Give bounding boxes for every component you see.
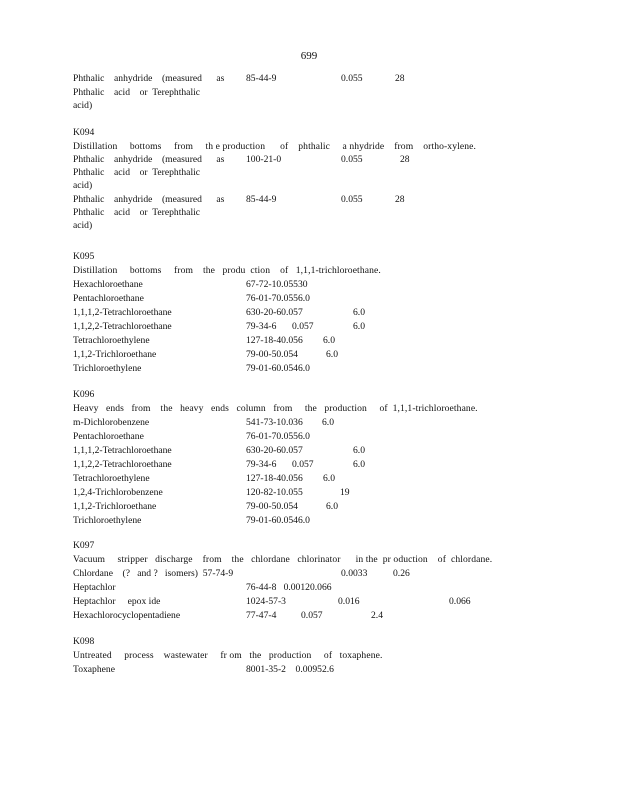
cas-number: 127-18-40.056 <box>246 473 303 484</box>
waste-code: K097 <box>73 540 95 551</box>
constituent-name: Hexachlorocyclopentadiene <box>73 610 181 621</box>
section-k097 <box>73 540 543 624</box>
constituent-name: Phthalic anhydride (measured as <box>73 154 225 165</box>
value-nonwastewater: 19 <box>340 487 350 498</box>
constituent-name: Phthalic anhydride (measured as <box>73 73 225 84</box>
constituent-name: Toxaphene <box>73 664 115 675</box>
value-wastewater: 0.055 <box>341 154 363 165</box>
constituent-name: 1,1,1,2-Tetrachloroethane <box>73 307 172 318</box>
cas-number: 100-21-0 <box>246 154 282 165</box>
constituent-name: Pentachloroethane <box>73 431 144 442</box>
value-nonwastewater: 6.0 <box>353 321 365 332</box>
value-nonwastewater: 28 <box>400 154 410 165</box>
row-continuation: Phthalic acid or Terephthalic <box>73 87 201 98</box>
table-row <box>73 363 513 377</box>
cas-number: 630-20-60.057 <box>246 307 303 318</box>
table-row <box>73 349 513 363</box>
table-row <box>73 664 513 678</box>
waste-code: K098 <box>73 636 95 647</box>
section-k094: K094 Distillation bottoms from th e production of phthalic a nhydride from ortho-xylene. Phthalic anhydride (measured as 100-21-0 0.055 28 Phthalic acid or Terephthalic acid) Phthalic anhydride (measured as 85-44-9 0.055 28 Phthalic acid or Terephthalic acid) <box>73 127 513 234</box>
table-row <box>73 596 543 610</box>
waste-code: K095 <box>73 251 95 262</box>
value-wastewater: 0.057 <box>292 321 314 332</box>
waste-code: K094 <box>73 127 95 138</box>
cas-number: 79-00-50.054 <box>246 501 298 512</box>
constituent-name: Trichloroethylene <box>73 515 142 526</box>
value-nonwastewater: 6.0 <box>326 501 338 512</box>
table-row <box>73 515 513 529</box>
table-row <box>73 321 513 335</box>
constituent-name: Hexachloroethane <box>73 279 143 290</box>
cas-number: 120-82-10.055 <box>246 487 303 498</box>
constituent-name: 1,2,4-Trichlorobenzene <box>73 487 163 498</box>
constituent-name: Heptachlor epox ide <box>73 596 161 607</box>
cas-number: 79-01-60.0546.0 <box>246 363 310 374</box>
intro-block <box>73 73 513 114</box>
section-k098 <box>73 636 513 678</box>
value-nonwastewater: 6.0 <box>353 307 365 318</box>
cas-number: 85-44-9 <box>246 73 277 84</box>
constituent-name: Pentachloroethane <box>73 293 144 304</box>
constituent-name: Tetrachloroethylene <box>73 473 150 484</box>
table-row <box>73 473 513 487</box>
cas-number: 630-20-60.057 <box>246 445 303 456</box>
table-row <box>73 501 513 515</box>
cas-number: 79-34-6 <box>246 459 277 470</box>
cas-number: 127-18-40.056 <box>246 335 303 346</box>
cas-number: 1024-57-3 <box>246 596 286 607</box>
value-wastewater: 0.055 <box>341 73 363 84</box>
constituent-name: 1,1,1,2-Tetrachloroethane <box>73 445 172 456</box>
constituent-name: 1,1,2,2-Tetrachloroethane <box>73 321 172 332</box>
cas-number: 76-44-8 0.00120.066 <box>246 582 332 593</box>
constituent-name: m-Dichlorobenzene <box>73 417 150 428</box>
cas-number: 541-73-10.036 <box>246 417 303 428</box>
cas-number: 67-72-10.05530 <box>246 279 308 290</box>
waste-description: Distillation bottoms from the produ ction of 1,1,1-trichloroethane. <box>73 265 381 276</box>
value-nonwastewater: 28 <box>395 194 405 205</box>
waste-description: Untreated process wastewater fr om the production of toxaphene. <box>73 650 383 661</box>
value-wastewater: 0.055 <box>341 194 363 205</box>
cas-number: 79-01-60.0546.0 <box>246 515 310 526</box>
waste-description: Heavy ends from the heavy ends column from the production of 1,1,1-trichloroethane. <box>73 403 478 414</box>
value-nonwastewater: 0.26 <box>393 568 410 579</box>
table-row <box>73 194 513 207</box>
value-wastewater: 0.057 <box>301 610 323 621</box>
value-nonwastewater: 6.0 <box>326 349 338 360</box>
value-nonwastewater: 6.0 <box>353 459 365 470</box>
value-nonwastewater: 6.0 <box>323 473 335 484</box>
table-row <box>73 154 513 167</box>
page-number: 699 <box>300 50 318 62</box>
cas-number: 8001-35-2 0.00952.6 <box>246 664 334 675</box>
table-row <box>73 335 513 349</box>
value-nonwastewater: 0.066 <box>449 596 471 607</box>
cas-number: 85-44-9 <box>246 194 277 205</box>
waste-description: Vacuum stripper discharge from the chlordane chlorinator in the pr oduction of chlordane. <box>73 554 493 565</box>
constituent-name: Tetrachloroethylene <box>73 335 150 346</box>
table-row <box>73 73 513 87</box>
table-row <box>73 417 513 431</box>
constituent-name: 1,1,2-Trichloroethane <box>73 349 157 360</box>
value-wastewater: 0.016 <box>338 596 360 607</box>
value-nonwastewater: 28 <box>395 73 405 84</box>
table-row <box>73 568 543 582</box>
value-nonwastewater: 6.0 <box>322 417 334 428</box>
value-nonwastewater: 2.4 <box>371 610 383 621</box>
constituent-name: 1,1,2-Trichloroethane <box>73 501 157 512</box>
value-nonwastewater: 6.0 <box>353 445 365 456</box>
value-wastewater: 0.0033 <box>341 568 368 579</box>
section-k096 <box>73 389 513 529</box>
constituent-name: Trichloroethylene <box>73 363 142 374</box>
cas-number: 76-01-70.0556.0 <box>246 293 310 304</box>
waste-description: Distillation bottoms from th e production of phthalic a nhydride from ortho-xylene. <box>73 141 476 152</box>
cas-number: 76-01-70.0556.0 <box>246 431 310 442</box>
table-row <box>73 610 543 624</box>
constituent-name: Chlordane (? and ? isomers) 57-74-9 <box>73 568 234 579</box>
table-row <box>73 487 513 501</box>
value-nonwastewater: 6.0 <box>323 335 335 346</box>
table-row <box>73 582 543 596</box>
waste-code: K096 <box>73 389 95 400</box>
section-k095 <box>73 251 513 377</box>
table-row <box>73 279 513 293</box>
table-row <box>73 431 513 445</box>
table-row <box>73 459 513 473</box>
cas-number: 79-00-50.054 <box>246 349 298 360</box>
cas-number: 79-34-6 <box>246 321 277 332</box>
row-continuation: acid) <box>73 100 93 111</box>
cas-number: 77-47-4 <box>246 610 277 621</box>
value-wastewater: 0.057 <box>292 459 314 470</box>
table-row <box>73 293 513 307</box>
constituent-name: Heptachlor <box>73 582 116 593</box>
table-row <box>73 307 513 321</box>
table-row <box>73 445 513 459</box>
constituent-name: 1,1,2,2-Tetrachloroethane <box>73 459 172 470</box>
constituent-name: Phthalic anhydride (measured as <box>73 194 225 205</box>
